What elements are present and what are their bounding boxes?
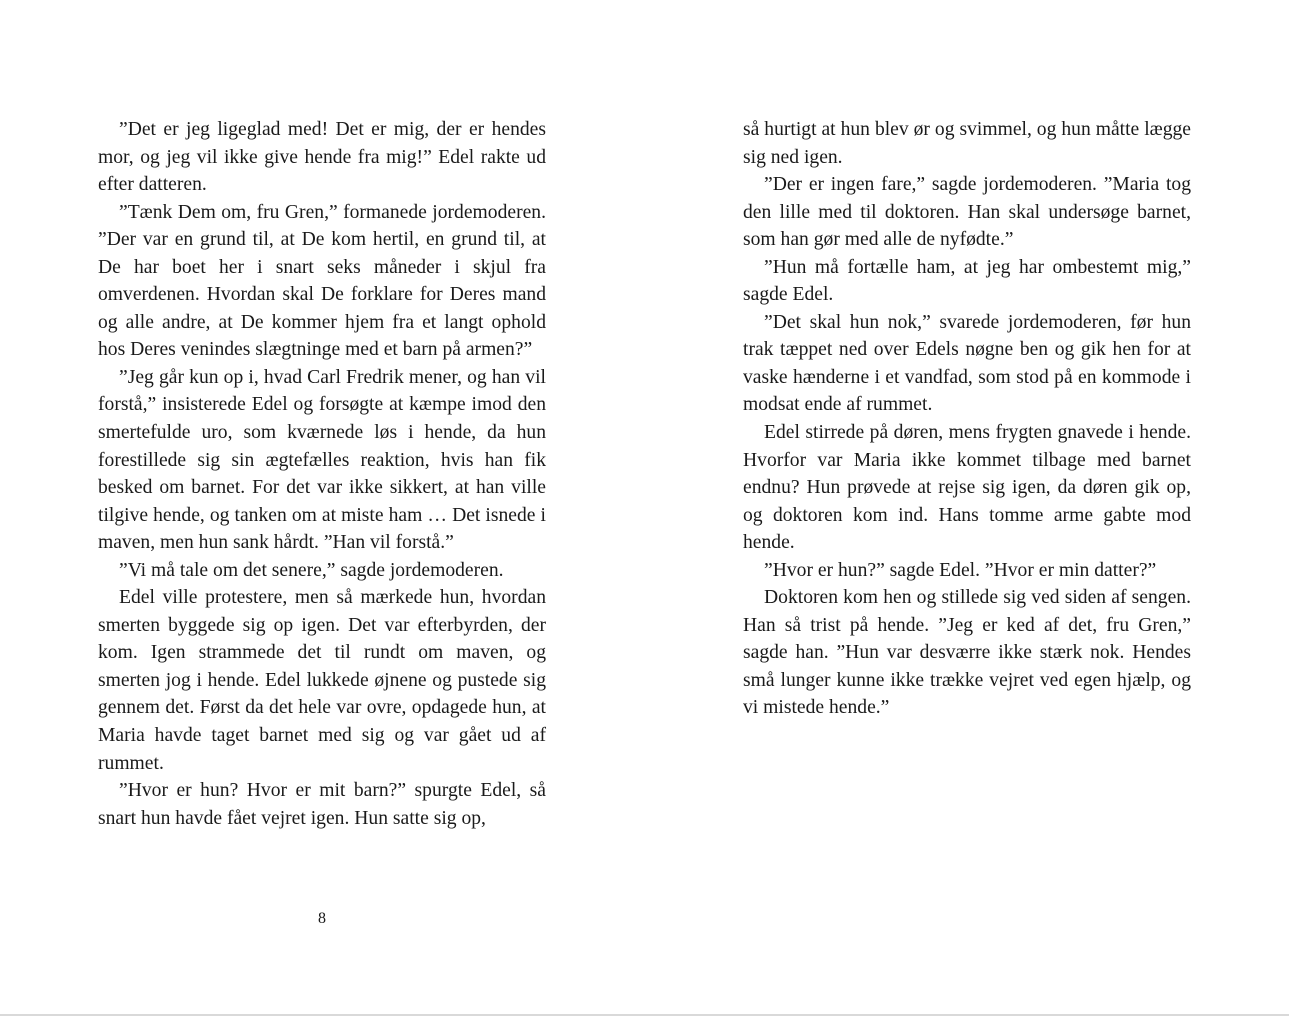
left-page bbox=[98, 116, 546, 832]
page-number: 8 bbox=[318, 910, 326, 927]
paragraph: ”Det er jeg ligeglad med! Det er mig, der er hendes mor, og jeg vil ikke give hende fra mig!” Edel rakte ud efter datteren. bbox=[98, 119, 546, 196]
paragraph: ”Det skal hun nok,” svarede jordemoderen, før hun trak tæppet ned over Edels nøgne ben og gik hen for at vaske hænderne i et vandfad, som stod på en kommode i modsat ende af rummet. bbox=[743, 311, 1191, 416]
paragraph: ”Hun må fortælle ham, at jeg har ombestemt mig,” sagde Edel. bbox=[743, 256, 1191, 306]
paragraph: ”Jeg går kun op i, hvad Carl Fredrik mener, og han vil forstå,” insisterede Edel og forsøgte at kæmpe imod den smertefulde uro, som kværnede løs i hende, da hun forestillede sig sin ægtefælles reaktion, hvis han fik besked om barnet. For det var ikke sikkert, at han ville tilgive hende, og tanken om at miste ham … Det isnede i maven, men hun sank hårdt. ”Han vil forstå.” bbox=[98, 366, 546, 554]
paragraph: Edel stirrede på døren, mens frygten gnavede i hende. Hvorfor var Maria ikke kommet tilbage med barnet endnu? Hun prøvede at rejse sig igen, da døren gik op, og doktoren kom ind. Hans tomme arme gabte mod hende. bbox=[743, 422, 1191, 554]
right-page bbox=[743, 116, 1191, 722]
paragraph: Doktoren kom hen og stillede sig ved siden af sengen. Han så trist på hende. ”Jeg er ked af det, fru Gren,” sagde han. ”Hun var desværre ikke stærk nok. Hendes små lunger kunne ikke trække vejret ved egen hjælp, og vi mistede hende.” bbox=[743, 587, 1191, 719]
bottom-divider bbox=[0, 1014, 1289, 1016]
paragraph: ”Tænk Dem om, fru Gren,” formanede jordemoderen. ”Der var en grund til, at De kom hertil, en grund til, at De har boet her i snart seks måneder i skjul fra omverdenen. Hvordan skal De forklare for Deres mand og alle andre, at De kommer hjem fra et langt ophold hos Deres venindes slægtninge med et barn på armen?” bbox=[98, 201, 546, 361]
paragraph: Edel ville protestere, men så mærkede hun, hvordan smerten byggede sig op igen. Det var efterbyrden, der kom. Igen strammede det til rundt om maven, og smerten jog i hende. Edel lukkede øjnene og pustede sig gennem det. Først da det hele var ovre, opdagede hun, at Maria havde taget barnet med sig og var gået ud af rummet. bbox=[98, 587, 546, 774]
paragraph: ”Hvor er hun? Hvor er mit barn?” spurgte Edel, så snart hun havde fået vejret igen. Hun satte sig op, bbox=[98, 780, 546, 829]
paragraph: ”Vi må tale om det senere,” sagde jordemoderen. bbox=[119, 559, 504, 581]
paragraph-continuation: så hurtigt at hun blev ør og svimmel, og hun måtte lægge sig ned igen. bbox=[743, 119, 1191, 168]
paragraph: ”Hvor er hun?” sagde Edel. ”Hvor er min datter?” bbox=[764, 559, 1157, 581]
paragraph: ”Der er ingen fare,” sagde jordemoderen. ”Maria tog den lille med til doktoren. Han skal undersøge barnet, som han gør med alle de nyfødte.” bbox=[743, 174, 1191, 251]
